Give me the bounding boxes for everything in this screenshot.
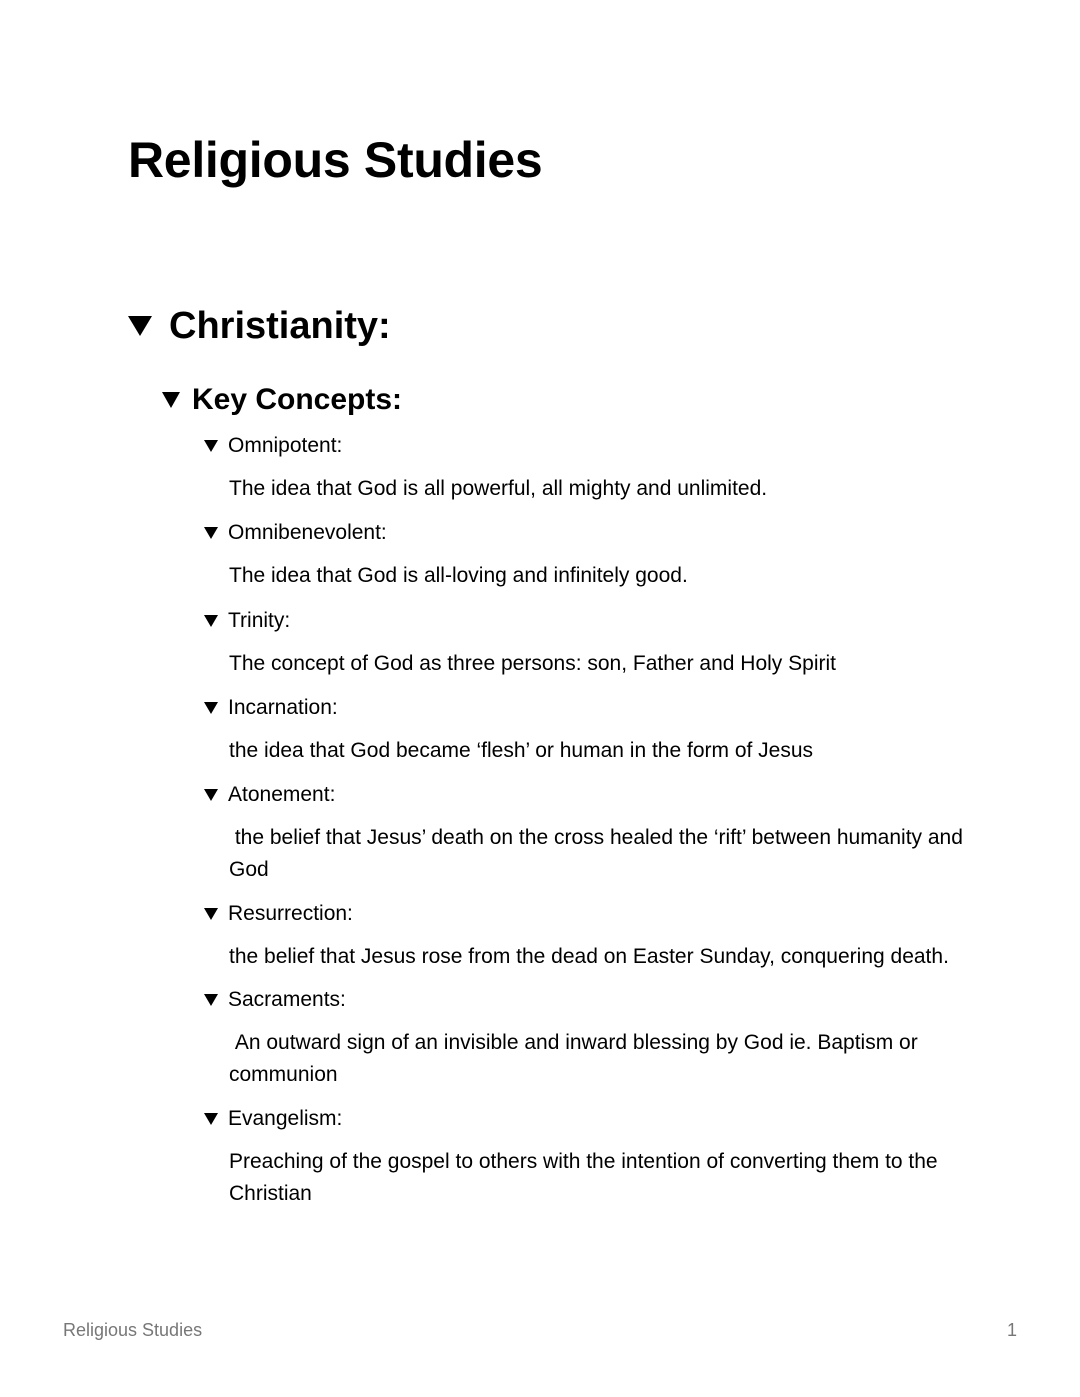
concept-item <box>204 692 964 767</box>
concept-toggle[interactable] <box>204 898 964 930</box>
concept-item <box>204 430 964 505</box>
concept-item <box>204 605 964 680</box>
concept-definition: the belief that Jesus’ death on the cross healed the ‘rift’ between humanity and God <box>229 826 969 881</box>
concept-toggle[interactable] <box>204 692 964 724</box>
concept-definition: the belief that Jesus rose from the dead on Easter Sunday, conquering death. <box>229 945 949 968</box>
concept-definition: The idea that God is all-loving and infinitely good. <box>229 564 688 587</box>
page-title: Religious Studies <box>128 132 543 188</box>
concept-item <box>204 517 964 592</box>
section-toggle-christianity[interactable] <box>128 302 391 350</box>
triangle-down-icon[interactable] <box>162 392 180 408</box>
concept-term: Incarnation: <box>228 696 338 719</box>
triangle-down-icon[interactable] <box>204 908 218 920</box>
concept-item <box>204 1103 964 1210</box>
triangle-down-icon[interactable] <box>204 615 218 627</box>
concept-toggle[interactable] <box>204 779 964 811</box>
concept-definition: Preaching of the gospel to others with the intention of converting them to the Christian <box>229 1150 944 1205</box>
triangle-down-icon[interactable] <box>128 316 152 336</box>
triangle-down-icon[interactable] <box>204 994 218 1006</box>
concept-toggle[interactable] <box>204 605 964 637</box>
concept-term: Sacraments: <box>228 988 346 1011</box>
concept-item <box>204 779 969 886</box>
triangle-down-icon[interactable] <box>204 1113 218 1125</box>
subsection-toggle-key-concepts[interactable] <box>162 381 402 419</box>
subsection-heading: Key Concepts: <box>192 383 403 416</box>
concept-toggle[interactable] <box>204 1103 964 1135</box>
concept-term: Atonement: <box>228 783 336 806</box>
concept-item <box>204 898 964 973</box>
footer-document-title: Religious Studies <box>63 1320 203 1340</box>
triangle-down-icon[interactable] <box>204 702 218 714</box>
triangle-down-icon[interactable] <box>204 527 218 539</box>
concept-toggle[interactable] <box>204 430 964 462</box>
concept-term: Resurrection: <box>228 902 353 925</box>
triangle-down-icon[interactable] <box>204 440 218 452</box>
concept-toggle[interactable] <box>204 517 964 549</box>
concept-term: Omnibenevolent: <box>228 521 387 544</box>
concept-term: Evangelism: <box>228 1107 343 1130</box>
concept-definition: The idea that God is all powerful, all mighty and unlimited. <box>229 477 768 500</box>
concept-definition: The concept of God as three persons: son, Father and Holy Spirit <box>229 652 836 675</box>
triangle-down-icon[interactable] <box>204 789 218 801</box>
concept-definition: the idea that God became ‘flesh’ or human in the form of Jesus <box>229 739 814 762</box>
concept-term: Omnipotent: <box>228 434 343 457</box>
concept-list <box>204 430 969 1210</box>
section-heading: Christianity: <box>169 305 391 347</box>
concept-item <box>204 984 964 1091</box>
footer-page-number: 1 <box>1006 1320 1017 1340</box>
concept-term: Trinity: <box>228 609 291 632</box>
concept-definition: An outward sign of an invisible and inward blessing by God ie. Baptism or communion <box>229 1031 924 1086</box>
concept-toggle[interactable] <box>204 984 964 1016</box>
